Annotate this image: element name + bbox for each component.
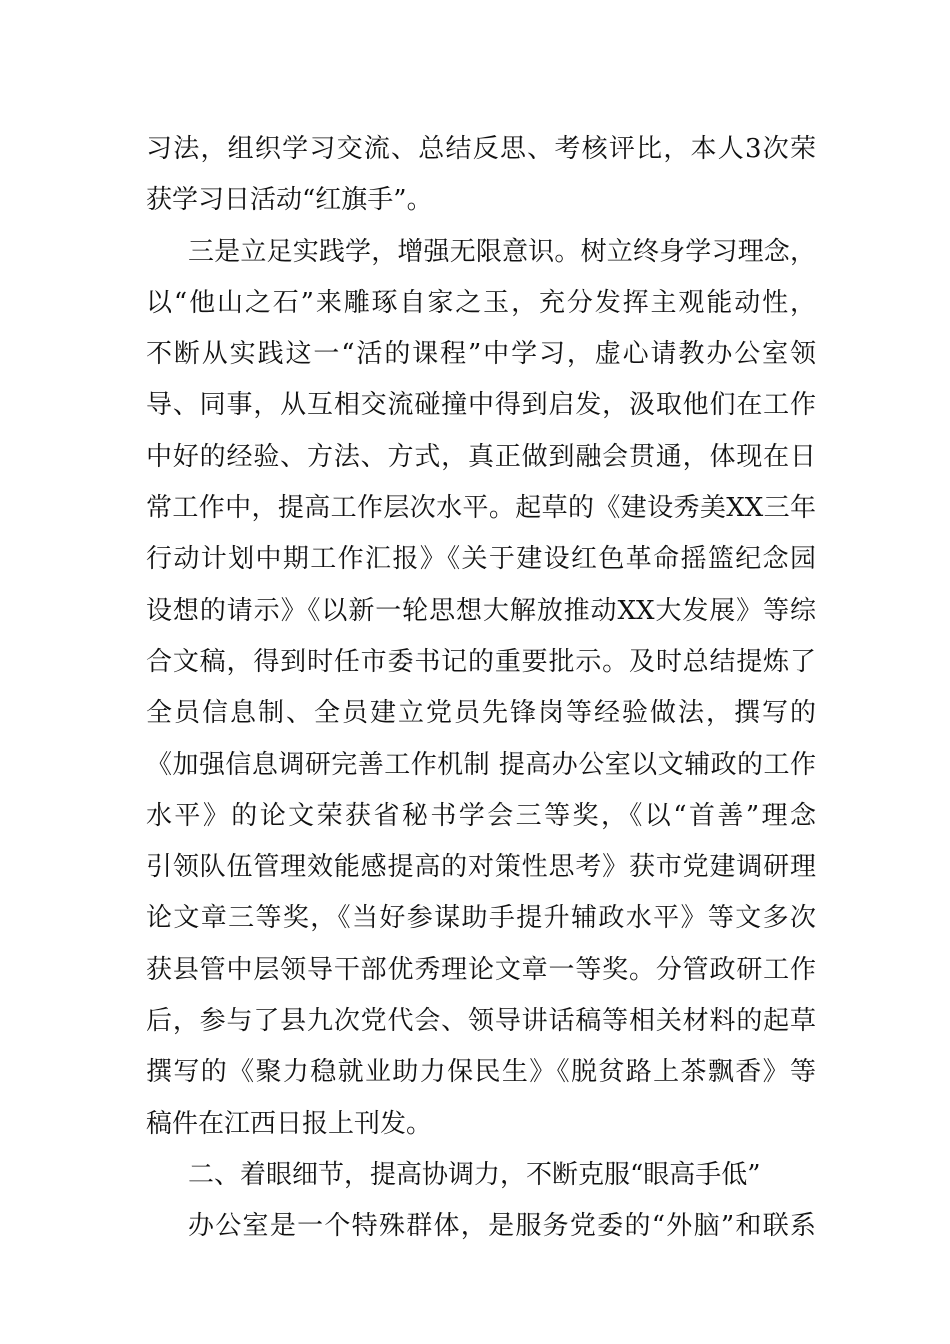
text-line: 水平》的论文荣获省秘书学会三等奖，《以“首善”理念 [146, 800, 816, 831]
text-line: 《加强信息调研完善工作机制 提高办公室以文辅政的工作 [146, 749, 816, 780]
text-line: 习法，组织学习交流、总结反思、考核评比，本人3次荣 [146, 134, 816, 164]
text-line: 论文章三等奖，《当好参谋助手提升辅政水平》等文多次 [146, 903, 816, 934]
text-line: 获学习日活动“红旗手”。 [146, 185, 433, 216]
document-body [146, 124, 816, 1253]
text-line: 获县管中层领导干部优秀理论文章一等奖。分管政研工作 [146, 954, 816, 985]
text-line: 二、着眼细节，提高协调力，不断克服“眼高手低” [188, 1159, 761, 1190]
text-line: 常工作中，提高工作层次水平。起草的《建设秀美XX三年 [146, 493, 816, 524]
text-line: 办公室是一个特殊群体，是服务党委的“外脑”和联系 [188, 1211, 816, 1242]
text-line: 不断从实践这一“活的课程”中学习，虚心请教办公室领 [146, 339, 816, 370]
text-line: 行动计划中期工作汇报》《关于建设红色革命摇篮纪念园 [146, 544, 816, 575]
text-line: 稿件在江西日报上刊发。 [146, 1108, 433, 1139]
text-line: 以“他山之石”来雕琢自家之玉，充分发挥主观能动性， [146, 287, 816, 318]
text-line: 合文稿，得到时任市委书记的重要批示。及时总结提炼了 [146, 646, 816, 677]
text-line: 引领队伍管理效能感提高的对策性思考》获市党建调研理 [146, 852, 816, 883]
text-line: 撰写的《聚力稳就业助力保民生》《脱贫路上茶飘香》等 [146, 1057, 816, 1088]
text-line: 全员信息制、全员建立党员先锋岗等经验做法，撰写的 [146, 698, 816, 729]
text-line: 三是立足实践学，增强无限意识。树立终身学习理念， [188, 236, 816, 267]
text-line: 设想的请示》《以新一轮思想大解放推动XX大发展》等综 [146, 595, 816, 626]
text-line: 后，参与了县九次党代会、领导讲话稿等相关材料的起草 [146, 1006, 816, 1037]
text-line: 导、同事，从互相交流碰撞中得到启发，汲取他们在工作 [146, 390, 816, 421]
text-line: 中好的经验、方法、方式，真正做到融会贯通，体现在日 [146, 441, 816, 472]
